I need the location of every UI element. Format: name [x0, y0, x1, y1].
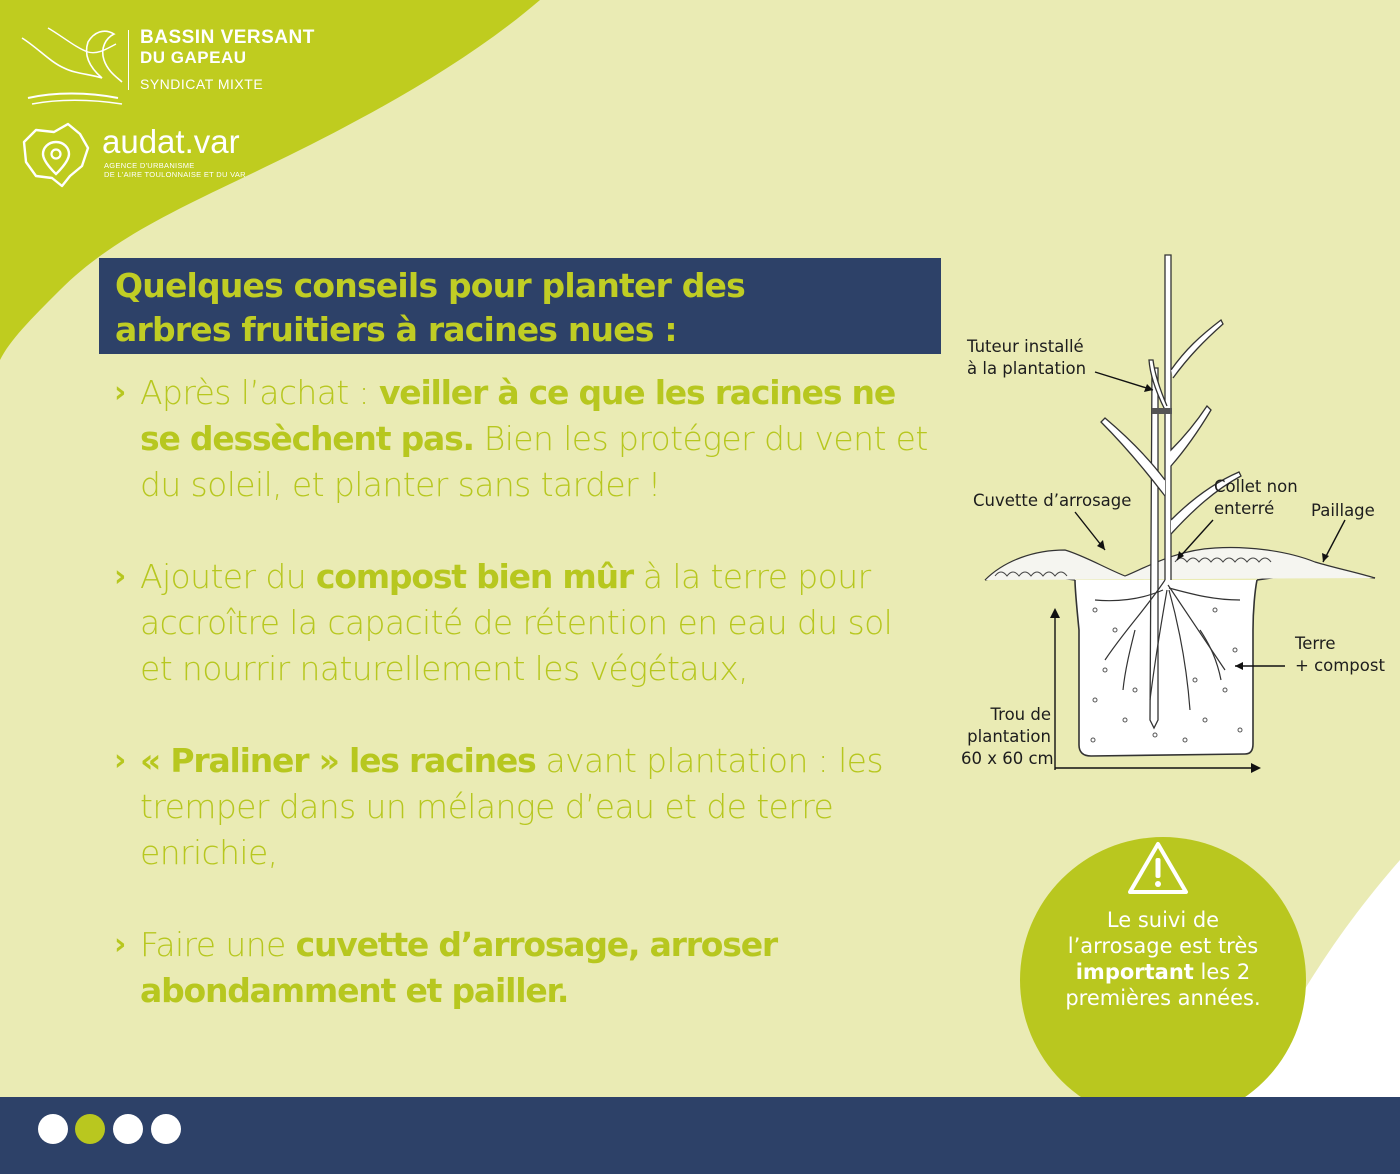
bassin-line-1: BASSIN VERSANT — [140, 27, 315, 48]
chevron-right-icon: › — [114, 559, 126, 594]
tip-bold: « Praliner » les racines — [140, 741, 536, 780]
tip-text: Bien les protéger du vent et du soleil, et planter sans tarder ! — [140, 419, 928, 504]
title-line-1: Quelques conseils pour planter des — [115, 266, 745, 305]
label-collet — [1214, 476, 1298, 520]
label-tuteur-line-1: Tuteur installé — [967, 337, 1084, 356]
warning-line-1: Le suivi de — [1106, 908, 1220, 932]
page-title — [115, 264, 941, 352]
map-pin-icon — [18, 120, 96, 198]
planting-diagram — [955, 250, 1395, 780]
pagination-dot[interactable] — [151, 1114, 181, 1144]
warning-bold: important — [1075, 960, 1194, 984]
tip-text: Après l’achat : — [140, 373, 379, 412]
label-trou-line-3: 60 x 60 cm — [961, 749, 1054, 768]
tip-item — [114, 554, 934, 692]
pagination-dot[interactable] — [113, 1114, 143, 1144]
label-paillage: Paillage — [1311, 501, 1375, 520]
tip-item — [114, 922, 934, 1014]
label-collet-line-1: Collet non — [1214, 477, 1298, 496]
logo-separator — [128, 30, 129, 90]
label-trou-line-1: Trou de — [990, 705, 1051, 724]
tip-item — [114, 738, 934, 876]
chevron-right-icon: › — [114, 927, 126, 962]
audat-var-subtitle — [104, 161, 246, 179]
tip-text: avant plantation : les tremper dans un mélange d’eau et de terre enrichie, — [140, 741, 883, 872]
tip-bold: compost bien mûr — [315, 557, 633, 596]
chevron-right-icon: › — [114, 743, 126, 778]
warning-line-4: premières années. — [1065, 986, 1261, 1010]
bassin-versant-logo-icon — [18, 18, 128, 110]
warning-line-3: les 2 — [1193, 960, 1251, 984]
label-trou — [961, 704, 1054, 770]
label-collet-line-2: enterré — [1214, 499, 1275, 518]
bassin-subtitle: SYNDICAT MIXTE — [140, 76, 264, 92]
label-cuvette: Cuvette d’arrosage — [973, 491, 1132, 510]
footer-bar — [0, 1097, 1400, 1174]
label-terre-line-1: Terre — [1295, 634, 1336, 653]
warning-text — [1020, 907, 1306, 1011]
audat-var-name: audat.var — [102, 123, 240, 160]
bassin-versant-name — [140, 28, 315, 68]
warning-triangle-icon — [1127, 841, 1189, 895]
warning-line-2: l’arrosage est très — [1067, 934, 1259, 958]
tip-item — [114, 370, 934, 508]
pagination-dot-active[interactable] — [75, 1114, 105, 1144]
tip-bold: veiller à ce que les racines ne se dessèchent pas. — [140, 373, 896, 458]
tip-text: Ajouter du — [140, 557, 316, 596]
label-tuteur-line-2: à la plantation — [967, 359, 1087, 378]
audat-sub-line-2: DE L'AIRE TOULONNAISE ET DU VAR — [104, 170, 246, 179]
label-terre — [1295, 633, 1385, 677]
label-terre-line-2: + compost — [1295, 656, 1385, 675]
title-box — [99, 258, 941, 354]
tips-list — [114, 370, 934, 1060]
audat-sub-line-1: AGENCE D'URBANISME — [104, 161, 195, 170]
logo-area — [18, 18, 348, 208]
warning-callout — [1020, 837, 1306, 1123]
bassin-line-2: DU GAPEAU — [140, 48, 247, 67]
title-line-2: arbres fruitiers à racines nues : — [115, 310, 677, 349]
label-trou-line-2: plantation — [967, 727, 1051, 746]
label-tuteur — [967, 336, 1086, 380]
pagination-dot[interactable] — [38, 1114, 68, 1144]
tip-text: Faire une — [140, 925, 296, 964]
tip-bold: cuvette d’arrosage, arroser abondamment et pailler. — [140, 925, 777, 1010]
tip-text: à la terre pour accroître la capacité de rétention en eau du sol et nourrir naturellement les végétaux, — [140, 557, 893, 688]
chevron-right-icon: › — [114, 375, 126, 410]
